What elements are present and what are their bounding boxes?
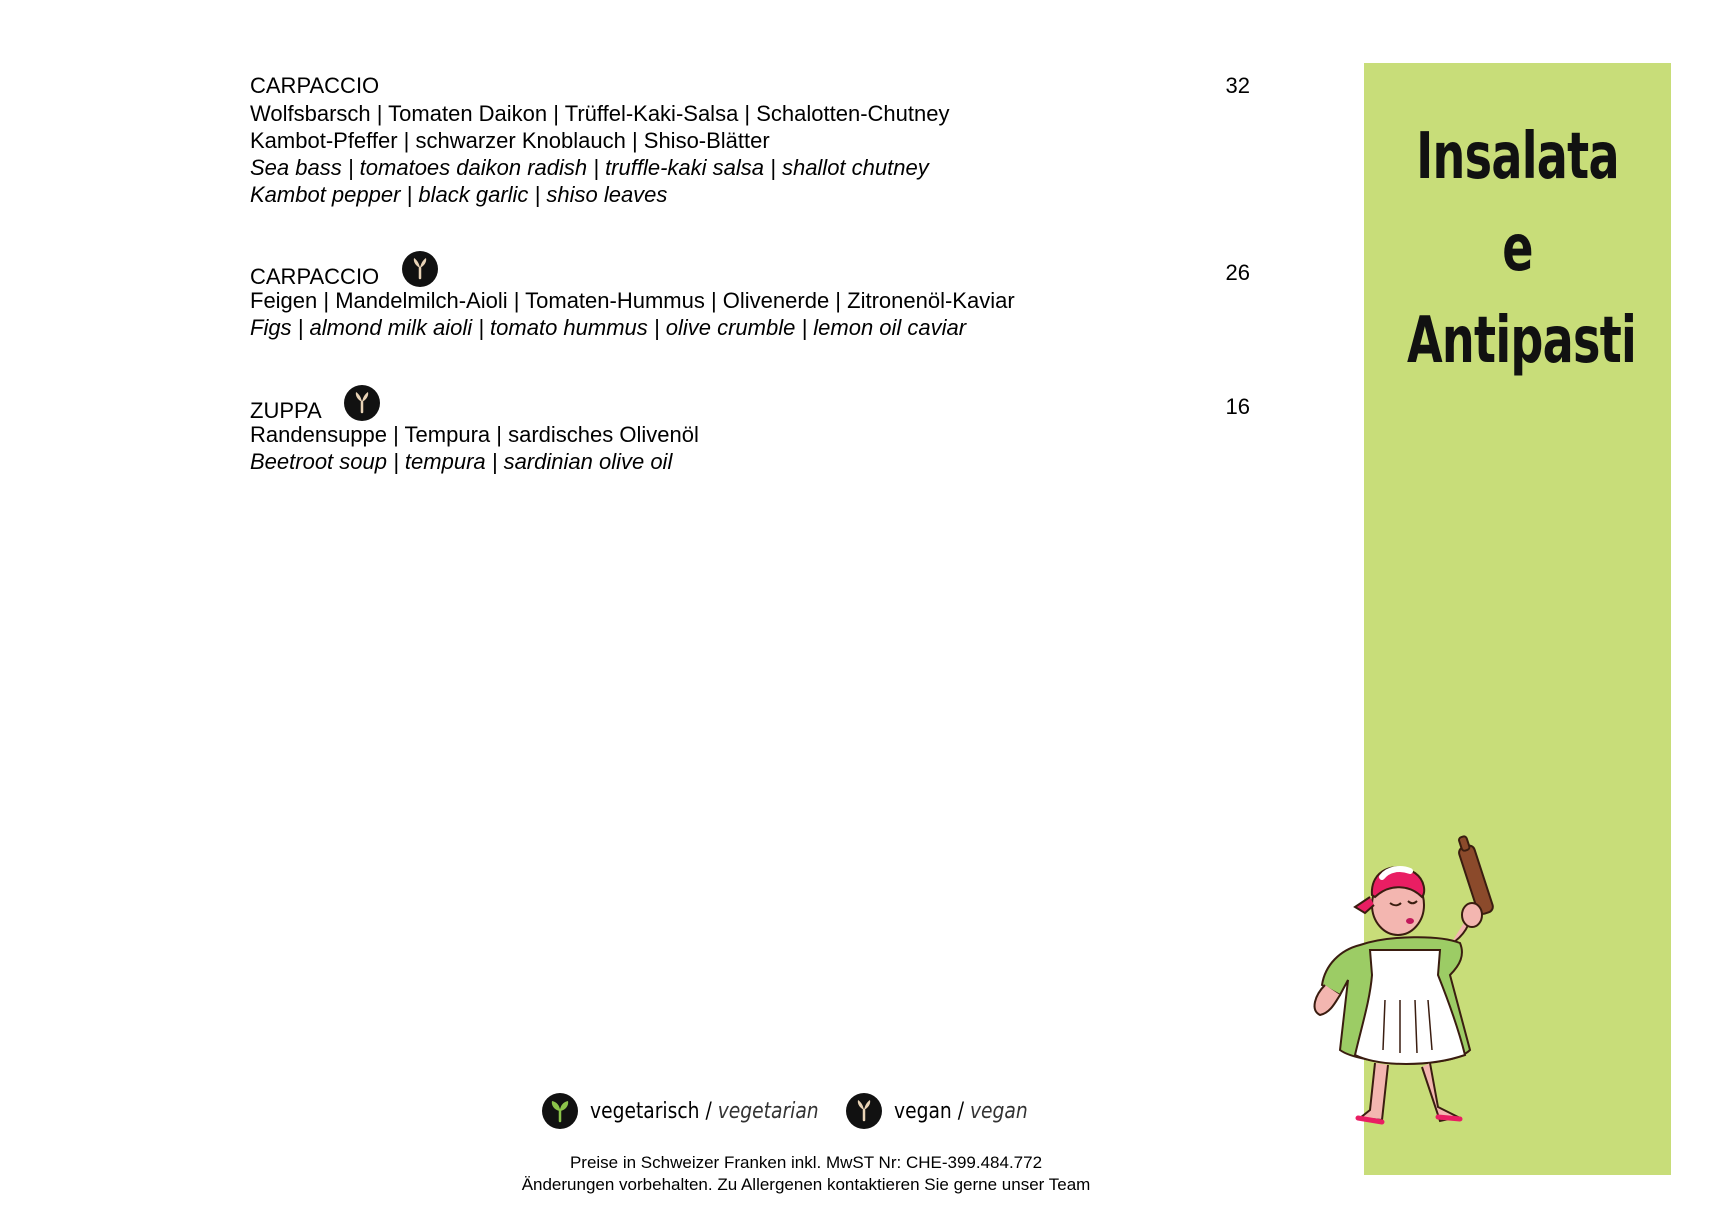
legend-vegan: [846, 1093, 1051, 1129]
vegan-icon: [846, 1093, 882, 1129]
item-description-de: Kambot-Pfeffer | schwarzer Knoblauch | Shiso-Blätter: [250, 128, 770, 153]
legend-label-de: vegan: [894, 1098, 952, 1124]
chef-illustration: [1300, 835, 1515, 1135]
item-price: 16: [1225, 394, 1250, 419]
legend-vegetarian: [542, 1093, 859, 1129]
item-name: CARPACCIO: [250, 73, 380, 98]
item-description-en: Kambot pepper | black garlic | shiso leaves: [250, 182, 668, 207]
item-description-en: Sea bass | tomatoes daikon radish | truffle-kaki salsa | shallot chutney: [250, 155, 929, 180]
item-name: ZUPPA: [250, 398, 322, 423]
vegetarian-icon: [542, 1093, 578, 1129]
legend-vegan-text: [894, 1099, 1028, 1124]
legend-label-en: vegan: [969, 1098, 1028, 1124]
legend-separator: /: [957, 1098, 965, 1124]
item-description-en: Beetroot soup | tempura | sardinian olive oil: [250, 449, 673, 474]
item-name: CARPACCIO: [250, 264, 380, 289]
item-description-de: Feigen | Mandelmilch-Aioli | Tomaten-Hummus | Olivenerde | Zitronenöl-Kaviar: [250, 288, 1015, 313]
menu-item-carpaccio-vegan: [250, 259, 1250, 341]
menu-item-carpaccio-fish: [250, 72, 1250, 208]
footer-note: [0, 1152, 1612, 1196]
legend-vegetarian-text: [590, 1099, 819, 1124]
vegan-icon: [402, 251, 438, 287]
item-header: [250, 72, 1250, 100]
item-price: 26: [1225, 260, 1250, 285]
item-description-de: Wolfsbarsch | Tomaten Daikon | Trüffel-Kaki-Salsa | Schalotten-Chutney: [250, 101, 950, 126]
category-title-line: Insalata e: [1416, 120, 1619, 286]
legend-label-de: vegetarisch: [590, 1098, 700, 1124]
footer-line: Änderungen vorbehalten. Zu Allergenen kontaktieren Sie gerne unser Team: [521, 1175, 1091, 1194]
legend-label-en: vegetarian: [717, 1098, 819, 1124]
item-header: [250, 259, 1250, 287]
item-description-en: Figs | almond milk aioli | tomato hummus | olive crumble | lemon oil caviar: [250, 315, 967, 340]
category-title: [1406, 111, 1637, 387]
category-title-line: Antipasti: [1406, 304, 1637, 378]
vegan-icon: [344, 385, 380, 421]
item-description-de: Randensuppe | Tempura | sardisches Olivenöl: [250, 422, 699, 447]
menu-item-zuppa: [250, 393, 1250, 475]
item-price: 32: [1225, 73, 1250, 98]
item-header: [250, 393, 1250, 421]
footer-line: Preise in Schweizer Franken inkl. MwST Nr: CHE-399.484.772: [569, 1153, 1043, 1172]
legend-separator: /: [705, 1098, 712, 1124]
